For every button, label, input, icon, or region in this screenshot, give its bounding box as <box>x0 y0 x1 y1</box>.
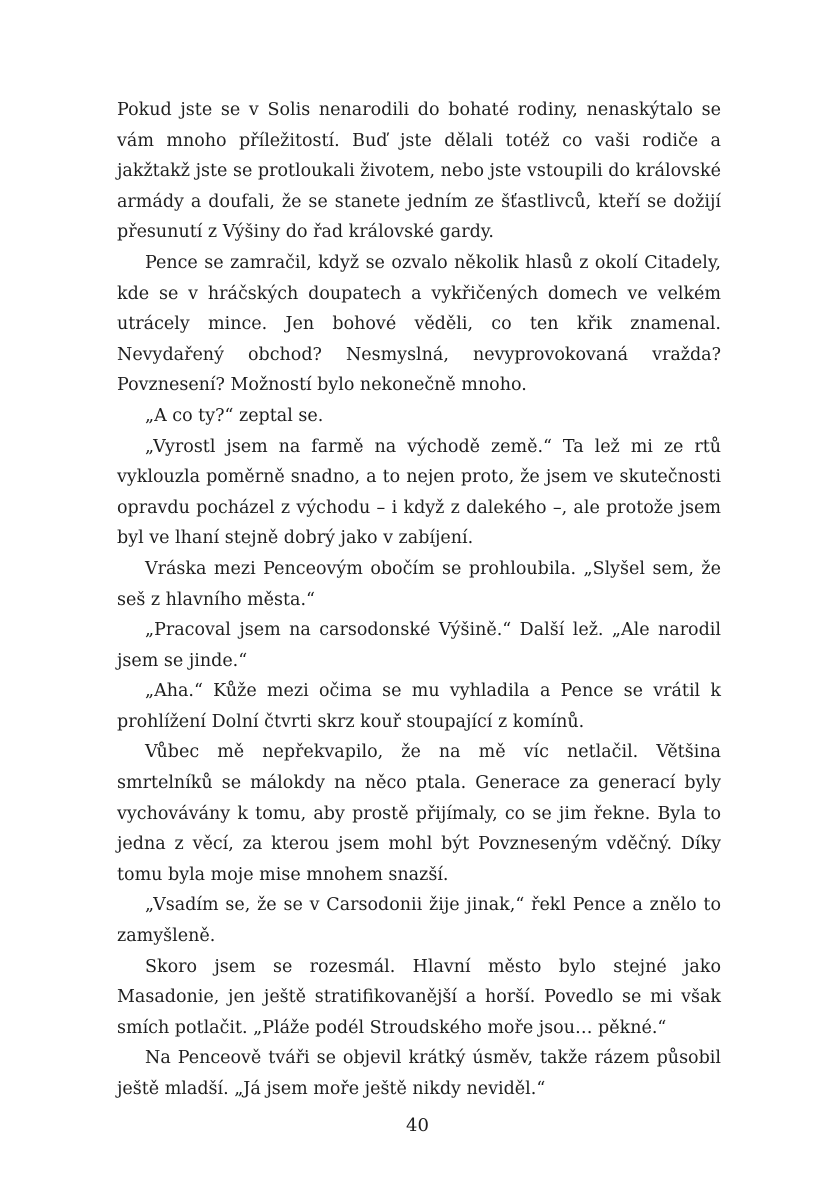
paragraph-8: Vůbec mě nepřekvapilo, že na mě víc netlačil. Většina smrtelníků se málokdy na něco ptala. Generace za generací byly vychovávány k tomu, aby prostě přijímaly, co se jim řekne. Byla to jedna z věcí, za kterou jsem mohl být Povzneseným vděčný. Díky tomu byla moje mise mnohem snazší. <box>117 742 721 885</box>
book-page-text <box>117 95 721 1105</box>
paragraph-5: Vráska mezi Penceovým obočím se prohloubila. „Slyšel sem, že seš z hlavního města.“ <box>117 558 721 610</box>
page-number: 40 <box>406 1115 429 1136</box>
paragraph-2: Pence se zamračil, když se ozvalo několik hlasů z okolí Citadely, kde se v hráčských doupatech a vykřičených domech ve velkém utrácely mince. Jen bohové věděli, co ten křik znamenal. Nevydařený obchod? Nesmyslná, nevyprovokovaná vražda? Povznesení? Možností bylo nekonečně mnoho. <box>117 252 721 396</box>
paragraph-3: „A co ty?“ zeptal se. <box>145 405 324 426</box>
paragraph-4: „Vyrostl jsem na farmě na východě země.“ Ta lež mi ze rtů vyklouzla poměrně snadno, a to nejen proto, že jsem ve skutečnosti opravdu pocházel z východu – i když z dalekého –, ale protože jsem byl ve lhaní stejně dobrý jako v zabíjení. <box>117 436 721 549</box>
paragraph-7: „Aha.“ Kůže mezi očima se mu vyhladila a Pence se vrátil k prohlížení Dolní čtvrti skrz kouř stoupající z komínů. <box>117 681 721 732</box>
paragraph-11: Na Penceově tváři se objevil krátký úsměv, takže rázem působil ještě mladší. „Já jsem moře ještě nikdy neviděl.“ <box>117 1048 721 1099</box>
paragraph-1: Pokud jste se v Solis nenarodili do bohaté rodiny, nenaskýtalo se vám mnoho příležitostí. Buď jste dělali totéž co vaši rodiče a jakžtakž jste se protloukali životem, nebo jste vstoupili do královské armády a doufali, že se stanete jedním ze šťastlivců, kteří se dožijí přesunutí z Výšiny do řad královské gardy. <box>117 100 721 243</box>
paragraph-10: Skoro jsem se rozesmál. Hlavní město bylo stejné jako Masadonie, jen ještě stratifikovanější a horší. Povedlo se mi však smích potlačit. „Pláže podél Stroudského moře jsou… pěkné.“ <box>117 956 721 1038</box>
paragraph-6: „Pracoval jsem na carsodonské Výšině.“ Další lež. „Ale narodil jsem se jinde.“ <box>117 620 721 671</box>
paragraph-9: „Vsadím se, že se v Carsodonii žije jinak,“ řekl Pence a znělo to zamyšleně. <box>117 895 721 947</box>
